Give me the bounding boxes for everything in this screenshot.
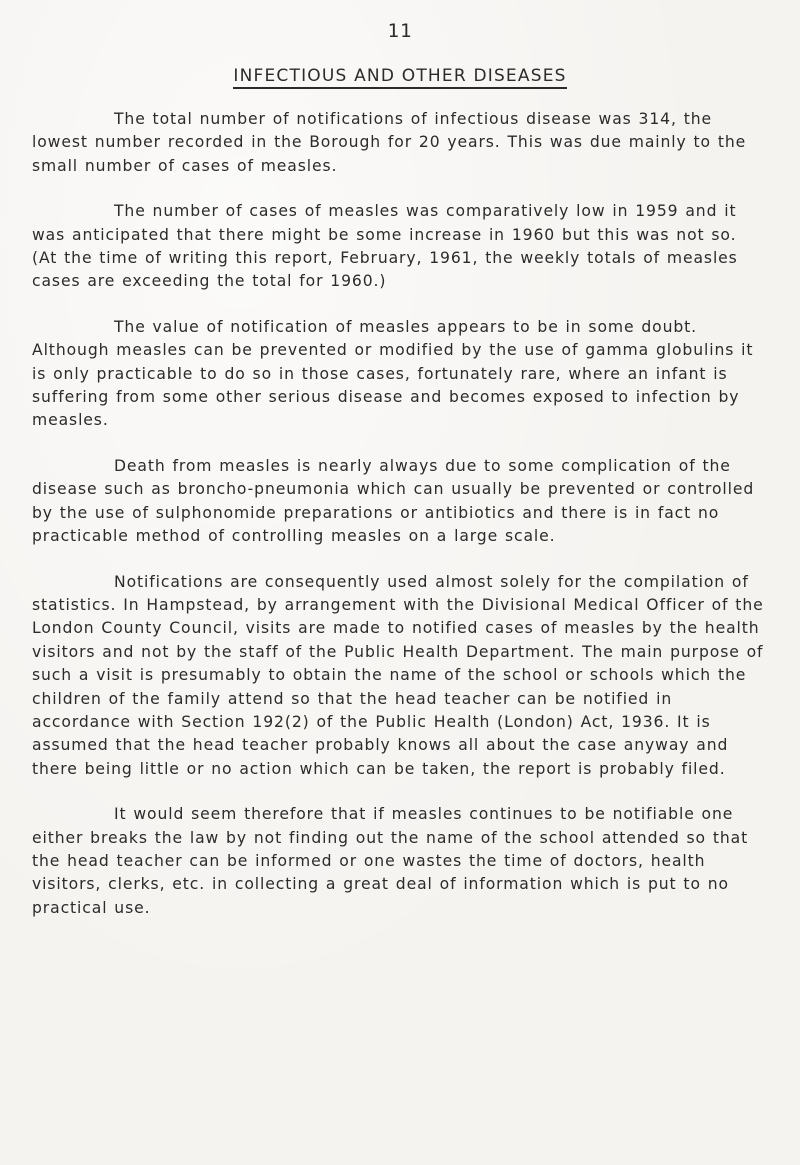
paragraph-conclusion: It would seem therefore that if measles continues to be notifiable one either breaks the law by not finding out the name of the school attended so that the head teacher can be informed or one wastes the time of doctors, health visitors, clerks, etc. in collecting a great deal of information which is put to no practical use.: [32, 805, 749, 917]
body-text: [32, 108, 767, 942]
paragraph-notification-value: The value of notification of measles appears to be in some doubt. Although measles can be prevented or modified by the use of gamma globulins it is only practicable to do so in those cases, fortunately rare, where an infant is suffering from some other serious disease and becomes exposed to infection by measles.: [32, 317, 754, 430]
paragraph-measles-death: Death from measles is nearly always due to some complication of the disease such as broncho-pneumonia which can usually be prevented or controlled by the use of sulphonomide preparations or antibiotics and there is in fact no practicable method of controlling measles on a large scale.: [32, 456, 755, 546]
paragraph-measles-cases: The number of cases of measles was comparatively low in 1959 and it was anticipated that there might be some increase in 1960 but this was not so. (At the time of writing this report, February, 1961, the weekly totals of measles cases are exceeding the total for 1960.): [32, 202, 738, 291]
section-heading: [0, 66, 800, 86]
paragraph-statistics: Notifications are consequently used almost solely for the compilation of statistics. In Hampstead, by arrangement with the Divisional Medical Officer of the London County Council, visits are made to notified cases of measles by the health visitors and not by the staff of the Public Health Department. The main purpose of such a visit is presumably to obtain the name of the school or schools which the children of the family attend so that the head teacher can be notified in accordance with Section 192(2) of the Public Health (London) Act, 1936. It is assumed that the head teacher probably knows all about the case anyway and there being little or no action which can be taken, the report is probably filed.: [32, 572, 764, 778]
section-heading-text: INFECTIOUS AND OTHER DISEASES: [233, 66, 566, 89]
page-number: 11: [387, 20, 413, 42]
paragraph-notifications-total: The total number of notifications of infectious disease was 314, the lowest number recorded in the Borough for 20 years. This was due mainly to the small number of cases of measles.: [32, 110, 747, 175]
